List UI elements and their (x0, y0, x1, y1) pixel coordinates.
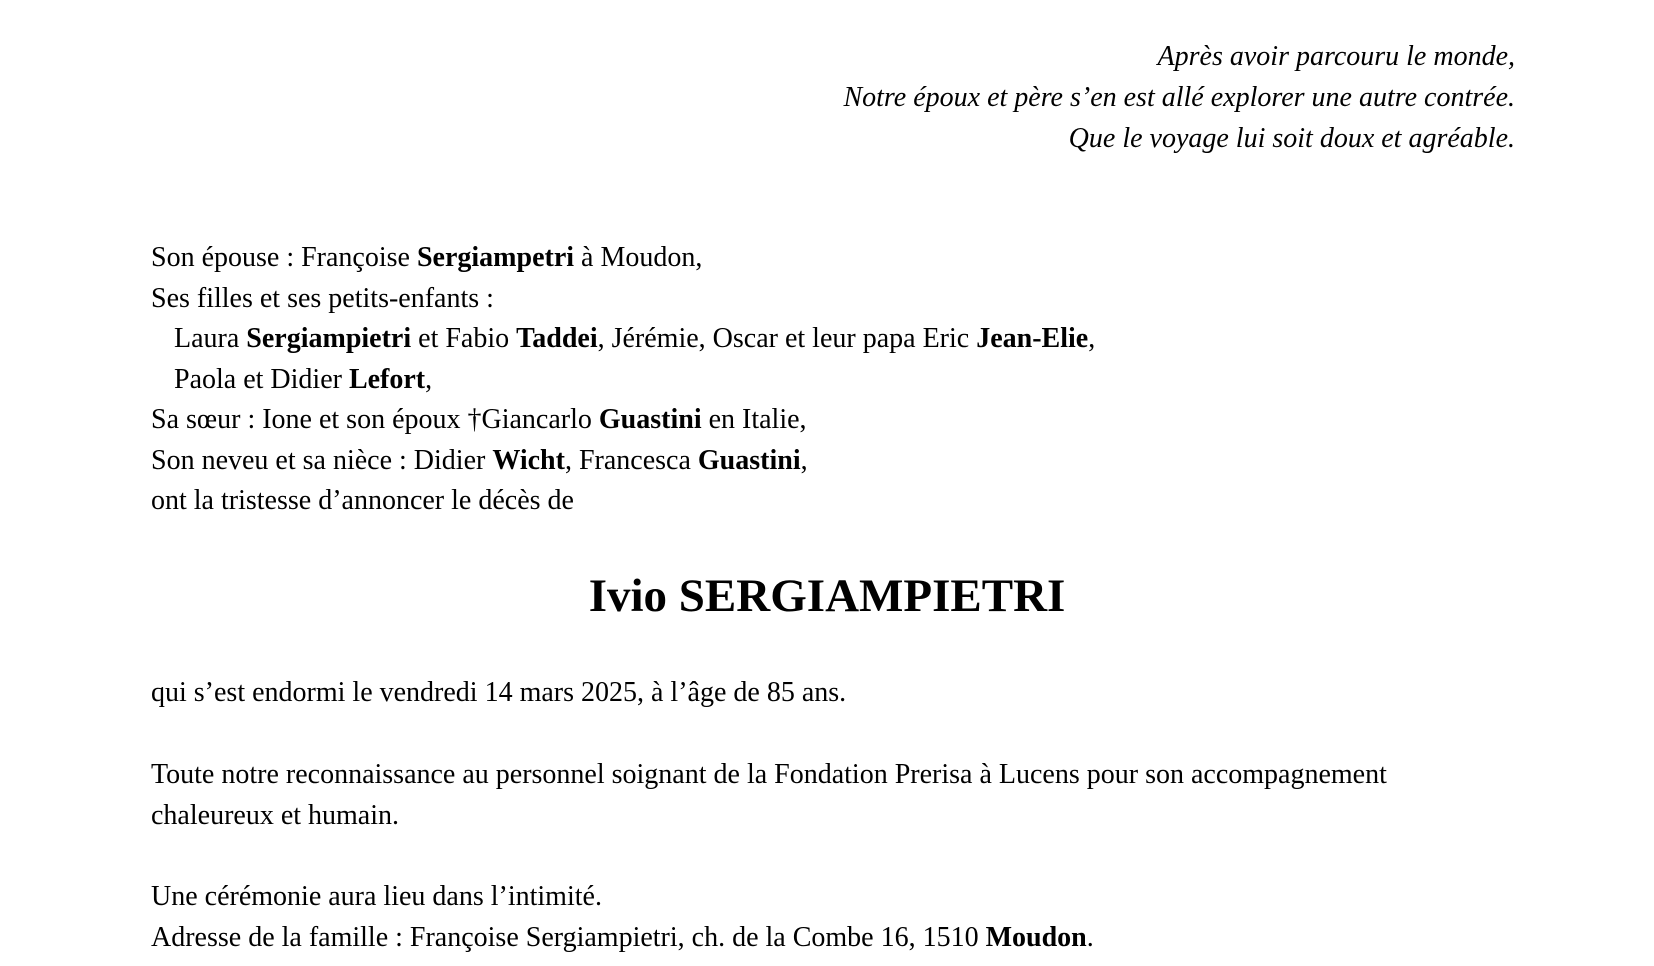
child1-text-3: , Jérémie, Oscar et leur papa Eric (597, 323, 977, 354)
nephew-surname-2: Guastini (697, 444, 801, 476)
nephew-surname-1: Wicht (492, 444, 565, 476)
children-heading: Ses filles et ses petits-enfants : (151, 282, 494, 314)
deceased-name: Ivio SERGIAMPIETRI (588, 570, 1066, 622)
nephew-text-1: Son neveu et sa nièce : Didier (151, 444, 493, 476)
address-city: Moudon (985, 922, 1087, 953)
nephew-line (151, 441, 1095, 482)
sister-text-2: en Italie, (701, 404, 807, 435)
sister-surname-1: Guastini (598, 404, 702, 435)
spouse-line (151, 238, 1095, 279)
ceremony-line: Une cérémonie aura lieu dans l’intimité. (151, 881, 602, 912)
child1-text-2: et Fabio (411, 323, 517, 354)
epigraph-line-3: Que le voyage lui soit doux et agréable. (1068, 123, 1515, 154)
epigraph (843, 36, 1515, 159)
child-line-1 (151, 319, 1095, 360)
date-sentence: qui s’est endormi le vendredi 14 mars 2025, à l’âge de 85 ans. (151, 677, 847, 708)
sister-text-1: Sa sœur : Ione et son époux †Giancarlo (151, 404, 599, 435)
child1-surname-3: Jean-Elie (976, 323, 1089, 354)
address-suffix: . (1086, 922, 1094, 953)
nephew-text-3: , (800, 444, 808, 476)
child-line-2 (151, 360, 1095, 401)
family-list (151, 238, 1095, 522)
child2-surname-1: Lefort (348, 363, 426, 395)
spouse-surname: Sergiampetri (416, 242, 575, 273)
spouse-suffix: à Moudon, (574, 242, 703, 273)
epigraph-line-2: Notre époux et père s’en est allé explorer une autre contrée. (843, 82, 1515, 113)
sister-line (151, 400, 1095, 441)
address-line (151, 917, 1094, 958)
child1-surname-2: Taddei (516, 323, 598, 354)
child2-text-2: , (425, 363, 433, 395)
child1-text-4: , (1088, 323, 1096, 354)
epigraph-line-1: Après avoir parcouru le monde, (1157, 41, 1515, 72)
child1-surname-1: Sergiampietri (246, 323, 412, 354)
spouse-prefix: Son épouse : Françoise (151, 242, 417, 273)
child2-text-1: Paola et Didier (174, 363, 349, 395)
thanks-paragraph: Toute notre reconnaissance au personnel soignant de la Fondation Prerisa à Lucens pour son accompagnement chaleureux et humain. (151, 759, 1387, 831)
child1-text-1: Laura (174, 323, 247, 354)
announcement-line: ont la tristesse d’annoncer le décès de (151, 485, 574, 516)
nephew-text-2: , Francesca (564, 444, 698, 476)
address-prefix: Adresse de la famille : Françoise Sergiampietri, ch. de la Combe 16, 1510 (151, 922, 986, 953)
